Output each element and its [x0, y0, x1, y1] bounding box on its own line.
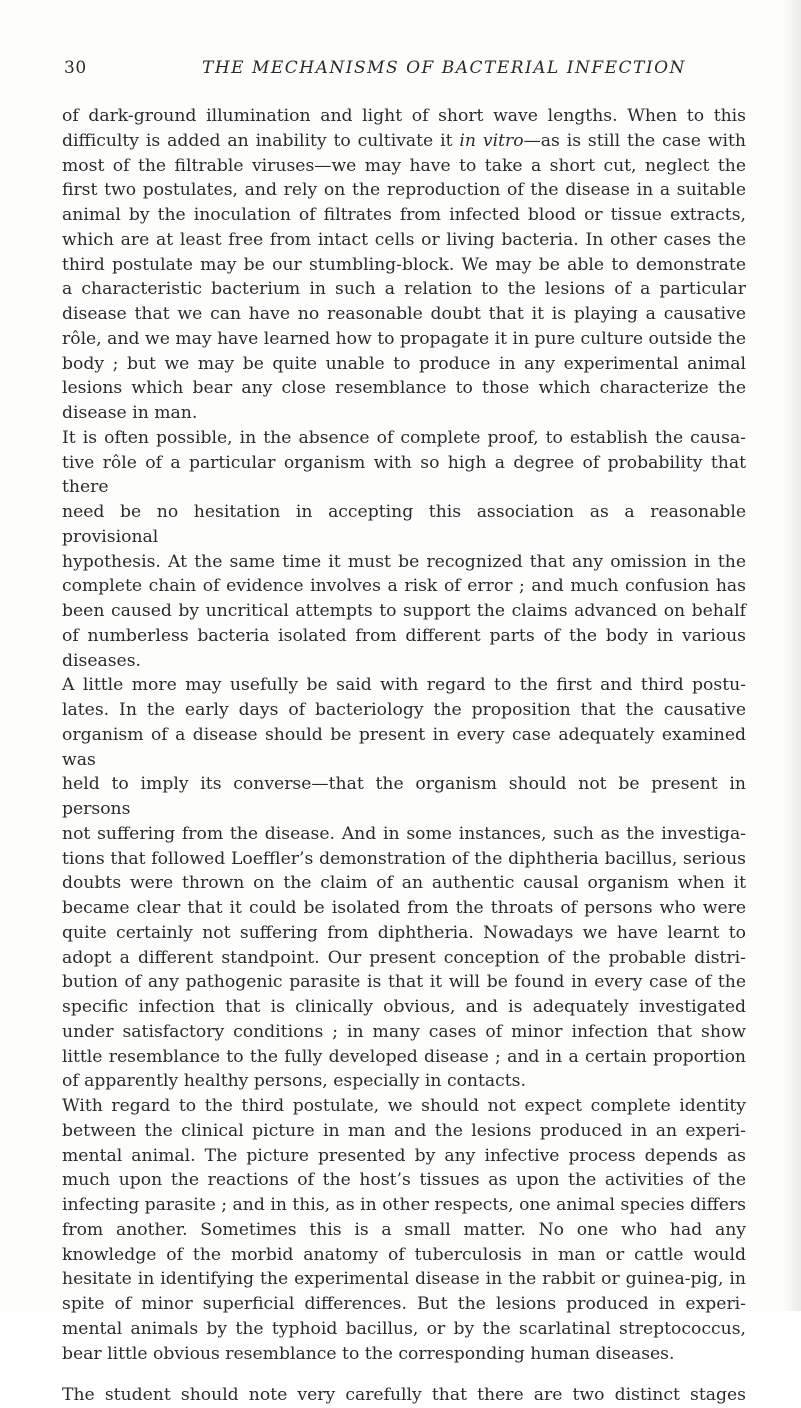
text-line: lates. In the early days of bacteriology the proposition that the causative: [62, 700, 746, 720]
body-text: [62, 104, 746, 1408]
text-line: animal by the inoculation of filtrates from infected blood or tissue extracts,: [62, 205, 746, 225]
text-line: bution of any pathogenic parasite is that it will be found in every case of the: [62, 972, 746, 993]
text-line: The student should note very carefully that there are two distinct stages: [62, 1385, 746, 1406]
text-line: hypothesis. At the same time it must be recognized that any omission in the: [62, 551, 746, 572]
paragraph-2: [62, 426, 746, 674]
text-line: mental animal. The picture presented by any infective process depends as: [62, 1145, 746, 1166]
text-line: little resemblance to the fully developed disease ; and in a certain proportion: [62, 1046, 746, 1067]
text-line: first two postulates, and rely on the reproduction of the disease in a suitable: [62, 180, 746, 201]
paragraph-3: [62, 673, 746, 1094]
paragraph-5: [62, 1383, 746, 1408]
text-line: been caused by uncritical attempts to support the claims advanced on behalf: [62, 601, 746, 621]
text-line: not suffering from the disease. And in some instances, such as the investiga-: [62, 823, 746, 844]
text-line: body ; but we may be quite unable to produce in any experimental animal: [62, 353, 746, 374]
text-line: With regard to the third postulate, we should not expect complete identity: [62, 1096, 746, 1116]
text-line: spite of minor superficial differences. But the lesions produced in experi-: [62, 1294, 746, 1314]
text-line: specific infection that is clinically obvious, and is adequately investigated: [62, 997, 746, 1017]
text-line: disease that we can have no reasonable doubt that it is playing a causative: [62, 304, 746, 324]
text-line: A little more may usefully be said with regard to the first and third postu-: [62, 675, 746, 696]
text-line: most of the filtrable viruses—we may have to take a short cut, neglect the: [62, 155, 746, 176]
running-head: [62, 58, 742, 84]
text-line-tail: —as is still the case with: [523, 130, 746, 151]
text-line: adopt a different standpoint. Our present conception of the probable distri-: [62, 947, 746, 968]
text-line: of apparently healthy persons, especially in contacts.: [62, 1071, 526, 1092]
text-line: of numberless bacteria isolated from different parts of the body in various: [62, 625, 746, 646]
text-line: under satisfactory conditions ; in many cases of minor infection that show: [62, 1021, 746, 1042]
text-line: infecting parasite ; and in this, as in other respects, one animal species differs: [62, 1195, 746, 1215]
text-line: bear little obvious resemblance to the corresponding human diseases.: [62, 1343, 675, 1364]
text-line: knowledge of the morbid anatomy of tuberculosis in man or cattle would: [62, 1244, 746, 1265]
text-line-with-italic: [62, 129, 746, 154]
text-line: which are at least free from intact cells or living bacteria. In other cases the: [62, 229, 746, 250]
text-line: from another. Sometimes this is a small matter. No one who had any: [62, 1219, 746, 1240]
paragraph-1: [62, 104, 746, 426]
italic-phrase: in vitro: [459, 130, 524, 151]
paragraph-4: [62, 1094, 746, 1366]
text-line: of dark-ground illumination and light of short wave lengths. When to this: [62, 106, 746, 126]
page-number: 30: [64, 58, 87, 78]
text-line: doubts were thrown on the claim of an authentic causal organism when it: [62, 873, 746, 894]
text-line-head: difficulty is added an inability to cultivate it: [62, 130, 460, 151]
text-line: third postulate may be our stumbling-block. We may be able to demonstrate: [62, 254, 746, 275]
text-line: held to imply its converse—that the organism should not be present in persons: [62, 774, 746, 819]
page-edge-shadow: [783, 0, 801, 1311]
text-line: disease in man.: [62, 403, 198, 423]
text-line: organism of a disease should be present in every case adequately examined was: [62, 724, 746, 770]
text-line: It is often possible, in the absence of complete proof, to establish the causa-: [62, 427, 746, 448]
text-line: a characteristic bacterium in such a relation to the lesions of a particular: [62, 279, 746, 300]
text-line: hesitate in identifying the experimental disease in the rabbit or guinea-pig, in: [62, 1269, 746, 1290]
text-line: tive rôle of a particular organism with so high a degree of probability that there: [62, 452, 746, 498]
text-line: tions that followed Loeffler’s demonstration of the diphtheria bacillus, serious: [62, 848, 746, 869]
text-line: lesions which bear any close resemblance to those which characterize the: [62, 378, 746, 399]
text-line: between the clinical picture in man and the lesions produced in an experi-: [62, 1120, 746, 1141]
text-line: diseases.: [62, 650, 142, 671]
text-line: became clear that it could be isolated from the throats of persons who were: [62, 898, 746, 918]
text-line: complete chain of evidence involves a risk of error ; and much confusion has: [62, 576, 746, 597]
text-line: much upon the reactions of the host’s tissues as upon the activities of the: [62, 1170, 746, 1191]
running-title: THE MECHANISMS OF BACTERIAL INFECTION: [202, 58, 686, 78]
text-line: mental animals by the typhoid bacillus, or by the scarlatinal streptococcus,: [62, 1318, 746, 1339]
text-line: need be no hesitation in accepting this association as a reasonable provisional: [62, 502, 746, 547]
text-line: quite certainly not suffering from diphtheria. Nowadays we have learnt to: [62, 922, 746, 943]
text-line: rôle, and we may have learned how to propagate it in pure culture outside the: [62, 328, 746, 349]
